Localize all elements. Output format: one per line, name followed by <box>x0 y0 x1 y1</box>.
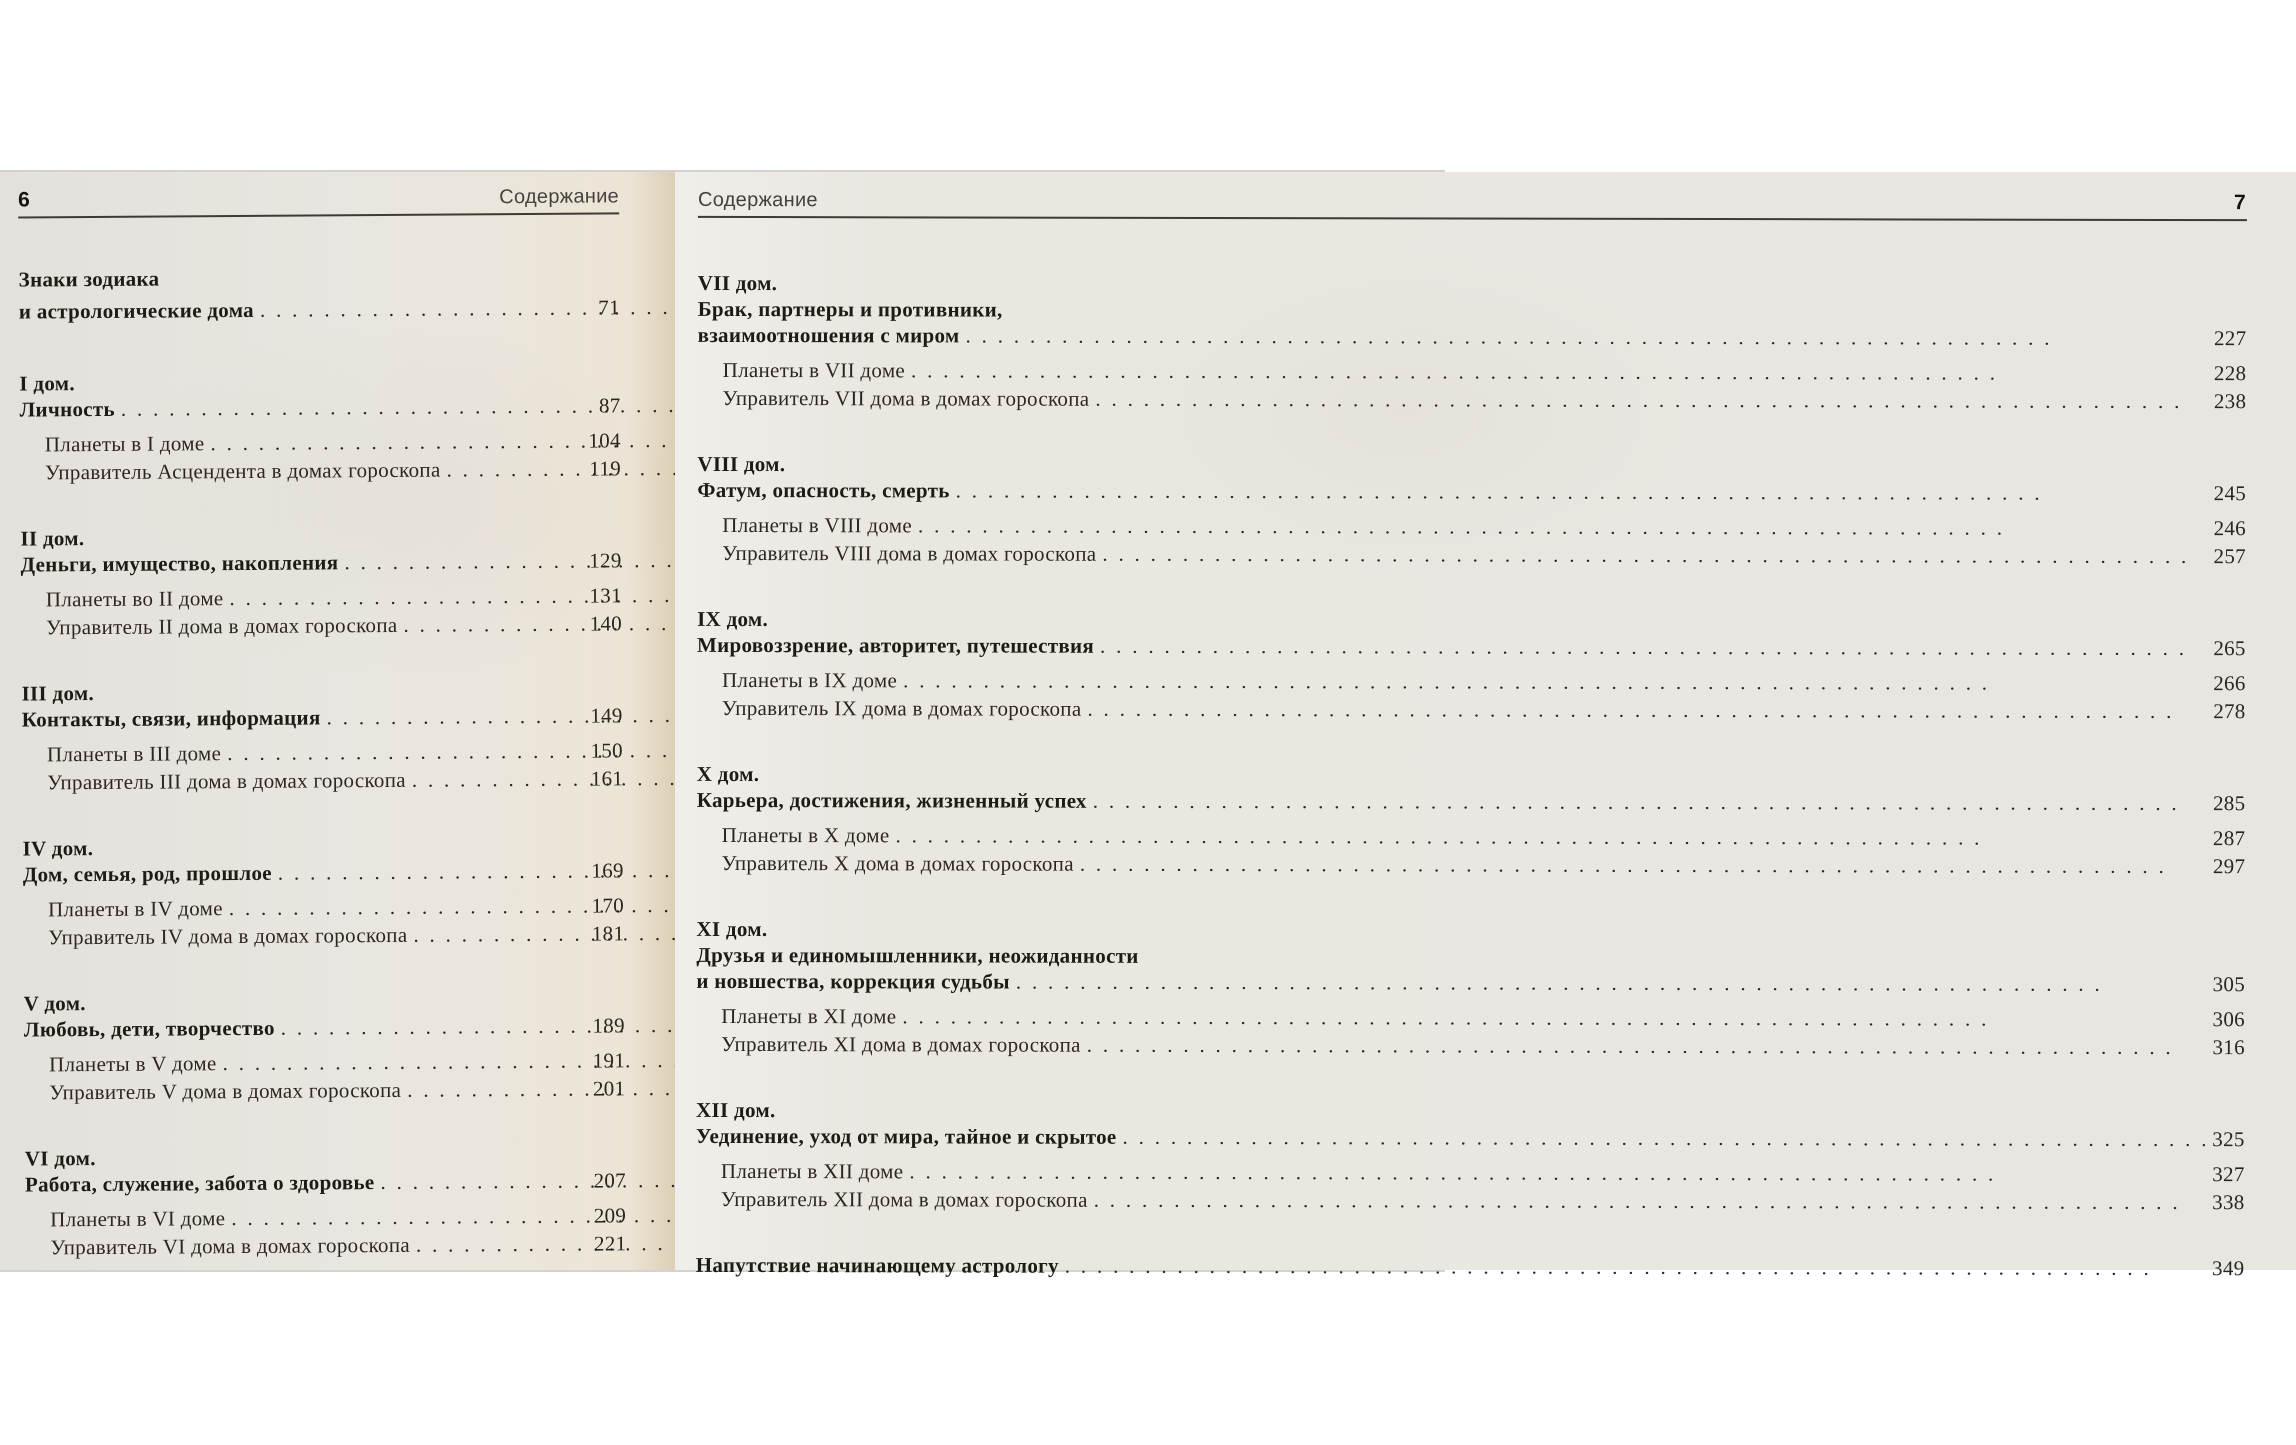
dot-leader <box>278 858 589 886</box>
toc-page-ref: 104 <box>588 428 621 453</box>
toc-label: Планеты в VII доме <box>722 357 906 383</box>
toc-page-ref: 71 <box>598 295 620 320</box>
dot-leader <box>413 921 589 948</box>
dot-leader <box>121 393 596 422</box>
dot-leader <box>895 822 2210 851</box>
dot-leader <box>966 322 2211 351</box>
toc-page-ref: 306 <box>2212 1007 2245 1032</box>
toc-subentry <box>697 850 2246 879</box>
toc-leader-row <box>722 695 2246 724</box>
toc-leader-row <box>696 1252 2245 1281</box>
toc-section <box>20 521 622 640</box>
dot-leader <box>229 893 589 922</box>
toc-label: Работа, служение, забота о здоровье <box>24 1170 375 1197</box>
dot-leader <box>446 456 586 483</box>
toc-line: XI дом. <box>696 916 768 942</box>
toc-label: Планеты в III доме <box>46 741 222 767</box>
toc-label: Контакты, связи, информация <box>21 705 321 732</box>
toc-entry <box>23 831 624 887</box>
toc-entry <box>697 761 2246 816</box>
toc-label: Карьера, достижения, жизненный успех <box>696 787 1087 813</box>
toc-subentry <box>696 1186 2245 1215</box>
toc-label: Планеты в IX доме <box>721 667 898 693</box>
toc-page-ref: 327 <box>2212 1162 2245 1187</box>
toc-entry <box>696 916 2245 997</box>
toc-label: Дом, семья, род, прошлое <box>22 860 272 887</box>
toc-leader-row <box>47 765 623 795</box>
toc-subentry <box>24 1047 625 1077</box>
toc-line: III дом. <box>21 681 95 706</box>
toc-line: VIII дом. <box>697 451 786 477</box>
dot-leader <box>1087 696 2210 724</box>
toc-leader-row <box>49 1047 625 1077</box>
toc-line: V дом. <box>23 991 86 1016</box>
toc-entry <box>697 606 2246 661</box>
toc-label: Управитель XII дома в домах гороскопа <box>720 1186 1088 1212</box>
toc-label: Планеты в V доме <box>49 1051 217 1077</box>
toc-page-ref: 201 <box>592 1076 626 1101</box>
toc-entry <box>698 270 2247 351</box>
toc-page-ref: 245 <box>2213 481 2247 506</box>
toc-label: Планеты в VI доме <box>50 1206 226 1232</box>
toc-subentry <box>22 737 623 767</box>
toc-page-ref: 257 <box>2213 544 2246 569</box>
toc-section <box>24 986 626 1105</box>
toc-leader-row <box>696 1123 2245 1152</box>
dot-leader <box>1094 1187 2210 1215</box>
toc-leader-row <box>45 427 621 457</box>
dot-leader <box>1102 541 2210 569</box>
toc-entry <box>20 521 621 577</box>
dot-leader <box>222 1048 589 1077</box>
toc-leader-row <box>698 322 2247 351</box>
toc-line: XII дом. <box>696 1097 776 1123</box>
toc-section <box>696 916 2245 1060</box>
right-page-header <box>698 188 2247 215</box>
toc-label: Управитель XI дома в домах гороскопа <box>721 1031 1081 1057</box>
toc-label: Любовь, дети, творчество <box>23 1015 275 1042</box>
toc-leader-row <box>50 1230 626 1260</box>
dot-leader <box>909 1158 2209 1187</box>
toc-label: Управитель VII дома в домах гороскопа <box>722 385 1090 411</box>
toc-subentry <box>23 920 624 950</box>
dot-leader <box>903 667 2210 696</box>
toc-entry <box>697 451 2246 506</box>
toc-leader-row <box>697 477 2246 506</box>
dot-leader <box>1100 633 2210 661</box>
toc-page-ref: 131 <box>589 583 622 608</box>
toc-section <box>697 606 2246 724</box>
dot-leader <box>911 357 2211 386</box>
dot-leader <box>260 292 596 326</box>
toc-label: Управитель IV дома в домах гороскопа <box>48 922 408 950</box>
toc-subentry <box>696 1031 2245 1060</box>
toc-entry <box>19 366 620 422</box>
toc-page-ref: 209 <box>593 1203 627 1228</box>
toc-line: X дом. <box>696 761 760 787</box>
toc-label: Планеты в I доме <box>44 431 205 457</box>
toc-subentry <box>696 1158 2245 1187</box>
toc-page-ref: 238 <box>2213 389 2247 414</box>
toc-page-ref: 227 <box>2213 326 2247 351</box>
toc-page-ref: 221 <box>593 1231 627 1256</box>
running-header: Содержание <box>697 188 818 212</box>
dot-leader <box>412 766 588 793</box>
toc-page-ref: 87 <box>598 393 621 418</box>
toc-label: Фатум, опасность, смерть <box>697 477 950 503</box>
toc-label: Управитель X дома в домах гороскопа <box>721 850 1074 876</box>
toc-subentry <box>22 765 623 795</box>
toc-left <box>19 259 627 1260</box>
toc-subentry <box>698 385 2247 414</box>
toc-line: Брак, партнеры и противники, <box>697 296 1003 322</box>
toc-line: IV дом. <box>22 836 94 861</box>
toc-subentry <box>25 1230 626 1260</box>
toc-leader-row <box>697 787 2246 816</box>
toc-label: Управитель II дома в домах гороскопа <box>45 612 398 640</box>
toc-subentry <box>698 357 2247 386</box>
toc-subentry <box>697 667 2246 696</box>
toc-leader-row <box>722 850 2246 879</box>
toc-line: VI дом. <box>24 1146 96 1171</box>
toc-label: Планеты в XII доме <box>720 1158 904 1184</box>
dot-leader <box>380 1168 590 1195</box>
toc-leader-row <box>19 291 620 327</box>
toc-subentry <box>20 427 621 457</box>
toc-right <box>696 270 2247 1281</box>
page-number: 6 <box>18 188 31 212</box>
toc-line: VII дом. <box>697 270 778 296</box>
toc-page-ref: 228 <box>2213 361 2247 386</box>
toc-page-ref: 189 <box>592 1013 625 1038</box>
toc-page-ref: 161 <box>590 766 624 791</box>
toc-page-ref: 149 <box>590 703 623 728</box>
toc-entry <box>21 676 622 732</box>
toc-label: Управитель V дома в домах гороскопа <box>49 1077 402 1105</box>
dot-leader <box>956 477 2211 506</box>
toc-subentry <box>697 512 2246 541</box>
toc-subentry <box>697 822 2246 851</box>
toc-page-ref: 285 <box>2212 791 2246 816</box>
toc-subentry <box>20 455 621 485</box>
toc-leader-row <box>697 632 2246 661</box>
toc-label: Мировоззрение, авторитет, путешествия <box>697 632 1095 658</box>
dot-leader <box>281 1013 590 1041</box>
toc-leader-row <box>696 968 2245 997</box>
toc-leader-row <box>46 610 622 640</box>
toc-section <box>19 259 620 327</box>
dot-leader <box>344 548 586 576</box>
dot-leader <box>1080 851 2210 879</box>
toc-leader-row <box>45 455 621 485</box>
dot-leader <box>231 1203 591 1232</box>
toc-subentry <box>696 1003 2245 1032</box>
dot-leader <box>1016 969 2210 998</box>
dot-leader <box>1065 1253 2209 1281</box>
toc-leader-row <box>722 540 2246 569</box>
toc-label: Управитель Асцендента в домах гороскопа <box>44 457 441 485</box>
toc-leader-row <box>22 702 623 732</box>
toc-page-ref: 316 <box>2212 1035 2245 1060</box>
toc-subentry <box>23 892 624 922</box>
running-header: Содержание <box>499 185 620 209</box>
toc-label: Управитель III дома в домах гороскопа <box>47 767 406 795</box>
toc-page-ref: 338 <box>2212 1190 2245 1215</box>
toc-leader-row <box>722 822 2246 851</box>
toc-label: взаимоотношения с миром <box>697 322 960 348</box>
toc-page-ref: 297 <box>2212 854 2246 879</box>
dot-leader <box>210 428 585 457</box>
toc-leader-row <box>721 1003 2245 1032</box>
toc-label: Уединение, уход от мира, тайное и скрытое <box>695 1123 1117 1149</box>
toc-leader-row <box>23 857 624 887</box>
toc-label: и астрологические дома <box>18 297 255 324</box>
toc-page-ref: 305 <box>2212 972 2246 997</box>
toc-page-ref: 246 <box>2213 516 2247 541</box>
toc-line: Друзья и единомышленники, неожиданности <box>696 942 1139 968</box>
toc-section <box>21 676 623 795</box>
toc-leader-row <box>46 582 622 612</box>
dot-leader <box>403 611 586 638</box>
toc-subentry <box>697 695 2246 724</box>
dot-leader <box>918 512 2211 541</box>
toc-label: Планеты во II доме <box>45 586 224 612</box>
toc-page-ref: 129 <box>589 548 622 573</box>
toc-label: Управитель VIII дома в домах гороскопа <box>722 540 1097 566</box>
toc-line: IX дом. <box>697 606 769 632</box>
toc-leader-row <box>50 1202 626 1232</box>
left-page-header <box>18 184 619 212</box>
toc-line: Знаки зодиака <box>18 266 160 292</box>
toc-leader-row <box>47 737 623 767</box>
toc-leader-row <box>48 892 624 922</box>
toc-leader-row <box>723 357 2247 386</box>
toc-page-ref: 266 <box>2213 671 2246 696</box>
toc-line: II дом. <box>20 526 85 551</box>
toc-section <box>697 451 2246 569</box>
toc-label: Планеты в XI доме <box>721 1003 897 1029</box>
toc-entry <box>25 1141 626 1197</box>
toc-leader-row <box>19 392 620 422</box>
toc-section <box>25 1141 627 1260</box>
dot-leader <box>229 583 586 611</box>
toc-page-ref: 140 <box>589 611 623 636</box>
toc-leader-row <box>49 1075 625 1105</box>
header-rule <box>18 212 619 218</box>
page-number: 7 <box>2233 191 2247 215</box>
toc-page-ref: 191 <box>592 1048 626 1073</box>
left-page <box>0 172 675 1270</box>
toc-leader-row <box>721 1031 2245 1060</box>
toc-page-ref: 119 <box>589 456 622 481</box>
toc-leader-row <box>723 385 2247 414</box>
toc-label: Планеты в VIII доме <box>722 512 913 538</box>
toc-page-ref: 181 <box>591 921 625 946</box>
toc-entry <box>24 986 625 1042</box>
toc-leader-row <box>721 1158 2245 1187</box>
toc-section <box>696 1252 2245 1281</box>
toc-leader-row <box>721 1186 2245 1215</box>
toc-entry <box>19 259 620 327</box>
toc-label: Напутствие начинающему астрологу <box>695 1252 1059 1278</box>
dot-leader <box>407 1076 590 1103</box>
toc-section <box>696 1097 2245 1215</box>
toc-label: Управитель VI дома в домах гороскопа <box>50 1232 411 1260</box>
toc-subentry <box>21 610 622 640</box>
toc-page-ref: 349 <box>2212 1256 2245 1281</box>
toc-label: Планеты в X доме <box>721 822 890 848</box>
toc-page-ref: 170 <box>591 893 625 918</box>
right-page <box>675 172 2296 1281</box>
dot-leader <box>902 1003 2209 1032</box>
toc-page-ref: 278 <box>2213 699 2246 724</box>
dot-leader <box>227 738 588 767</box>
toc-line: I дом. <box>19 371 75 396</box>
toc-page-ref: 325 <box>2212 1127 2245 1152</box>
toc-leader-row <box>21 547 622 577</box>
toc-page-ref: 207 <box>593 1168 627 1193</box>
toc-page-ref: 287 <box>2212 826 2246 851</box>
toc-leader-row <box>48 920 624 950</box>
dot-leader <box>1087 1032 2210 1060</box>
header-rule <box>698 216 2247 221</box>
dot-leader <box>1123 1124 2210 1152</box>
toc-leader-row <box>722 512 2246 541</box>
toc-page-ref: 169 <box>591 858 624 883</box>
toc-page-ref: 150 <box>590 738 624 763</box>
toc-label: Планеты в IV доме <box>47 896 223 922</box>
toc-subentry <box>25 1202 626 1232</box>
toc-section <box>19 366 621 485</box>
toc-leader-row <box>722 667 2246 696</box>
toc-label: Управитель IX дома в домах гороскопа <box>721 695 1082 721</box>
toc-subentry <box>21 582 622 612</box>
toc-subentry <box>697 540 2246 569</box>
dot-leader <box>326 703 587 731</box>
toc-label: и новшества, коррекция судьбы <box>696 968 1010 994</box>
toc-section <box>697 761 2246 879</box>
toc-label: Деньги, имущество, накопления <box>20 550 339 577</box>
dot-leader <box>1095 386 2211 414</box>
book-photo <box>0 170 2247 1281</box>
toc-label: Личность <box>19 396 115 422</box>
toc-leader-row <box>25 1167 626 1197</box>
dot-leader <box>416 1231 591 1258</box>
toc-section <box>23 831 625 950</box>
toc-subentry <box>24 1075 625 1105</box>
toc-section <box>698 270 2247 414</box>
dot-leader <box>1093 788 2210 816</box>
toc-entry <box>696 1252 2245 1281</box>
toc-page-ref: 265 <box>2213 636 2246 661</box>
toc-entry <box>696 1097 2245 1152</box>
toc-leader-row <box>24 1012 625 1042</box>
